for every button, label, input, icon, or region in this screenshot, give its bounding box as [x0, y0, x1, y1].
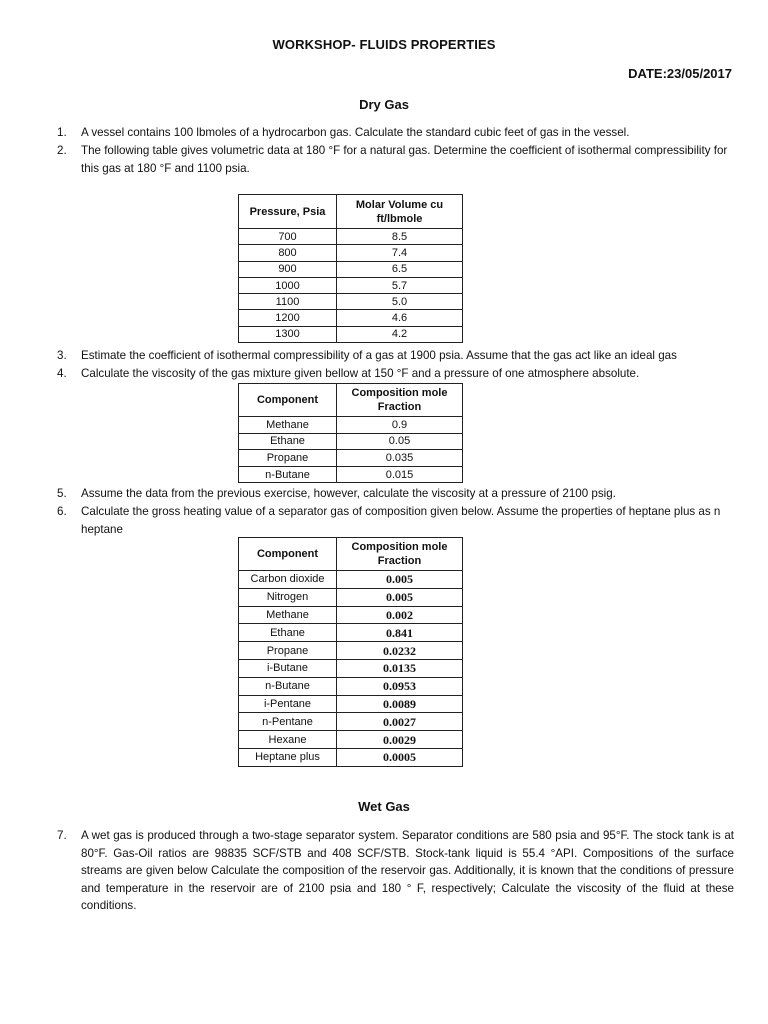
- question-text: Estimate the coefficient of isothermal compressibility of a gas at 1900 psia. Assume that the gas act like an ideal gas: [81, 349, 677, 362]
- document-date: DATE:23/05/2017: [628, 66, 732, 81]
- table-row: [239, 695, 463, 713]
- question-number: 2.: [57, 144, 67, 157]
- section-heading-dry-gas: Dry Gas: [359, 97, 409, 112]
- table-cell-label: 1100: [239, 294, 337, 310]
- column-header: Composition mole Fraction: [337, 384, 463, 417]
- table-cell-value: 0.0232: [337, 642, 463, 660]
- table-row: [239, 466, 463, 483]
- table-cell-label: Propane: [239, 642, 337, 660]
- table-cell-label: n-Butane: [239, 677, 337, 695]
- table-cell-label: Hexane: [239, 731, 337, 749]
- question-5: [57, 485, 734, 503]
- table-row: [239, 677, 463, 695]
- table-cell-value: 0.035: [337, 450, 463, 467]
- question-4: [57, 365, 734, 383]
- table-cell-value: 0.841: [337, 624, 463, 642]
- table-cell-value: 0.002: [337, 606, 463, 624]
- question-text: The following table gives volumetric data at 180 °F for a natural gas. Determine the coefficient of isothermal compressibility for this gas at 180 °F and 1100 psia.: [81, 144, 728, 175]
- separator-gas-composition-table: [238, 537, 463, 767]
- table-row: [239, 245, 463, 261]
- table-cell-value: 0.05: [337, 433, 463, 450]
- question-3: [57, 347, 734, 365]
- table-row: [239, 713, 463, 731]
- question-7: [57, 827, 734, 915]
- table-cell-value: 8.5: [337, 229, 463, 245]
- table-cell-value: 5.0: [337, 294, 463, 310]
- table-cell-label: Methane: [239, 606, 337, 624]
- table-cell-value: 7.4: [337, 245, 463, 261]
- table-cell-label: i-Butane: [239, 659, 337, 677]
- table-row: [239, 326, 463, 342]
- question-6: [57, 503, 734, 538]
- table-row: [239, 659, 463, 677]
- table-row: [239, 450, 463, 467]
- table-row: [239, 294, 463, 310]
- table-row: [239, 229, 463, 245]
- column-header: Component: [239, 538, 337, 571]
- table-cell-value: 0.9: [337, 417, 463, 434]
- question-number: 6.: [57, 505, 67, 518]
- table-cell-label: Nitrogen: [239, 588, 337, 606]
- table-cell-value: 0.0135: [337, 659, 463, 677]
- column-header: Composition mole Fraction: [337, 538, 463, 571]
- table-cell-value: 5.7: [337, 277, 463, 293]
- table-row: [239, 731, 463, 749]
- table-cell-value: 0.0005: [337, 748, 463, 766]
- table-row: [239, 571, 463, 589]
- question-number: 1.: [57, 126, 67, 139]
- table-cell-label: 1000: [239, 277, 337, 293]
- table-row: [239, 433, 463, 450]
- table-cell-label: 1200: [239, 310, 337, 326]
- question-number: 3.: [57, 349, 67, 362]
- document-title: WORKSHOP- FLUIDS PROPERTIES: [272, 37, 496, 52]
- question-1: [57, 124, 734, 142]
- table-cell-label: 700: [239, 229, 337, 245]
- question-2: [57, 142, 734, 177]
- table-header-row: [239, 538, 463, 571]
- table-row: [239, 642, 463, 660]
- column-header: Pressure, Psia: [239, 195, 337, 229]
- column-header: Molar Volume cu ft/lbmole: [337, 195, 463, 229]
- table-cell-label: 800: [239, 245, 337, 261]
- question-text: Calculate the gross heating value of a separator gas of composition given below. Assume the properties of heptane plus as n heptane: [81, 505, 721, 536]
- section-heading-wet-gas: Wet Gas: [358, 799, 410, 814]
- table-cell-value: 0.005: [337, 588, 463, 606]
- question-number: 4.: [57, 367, 67, 380]
- gas-mixture-composition-table: [238, 383, 463, 483]
- table-cell-label: Ethane: [239, 624, 337, 642]
- table-cell-value: 0.0953: [337, 677, 463, 695]
- table-cell-label: n-Butane: [239, 466, 337, 483]
- volumetric-data-table: [238, 194, 463, 343]
- table-cell-label: Propane: [239, 450, 337, 467]
- question-text: Assume the data from the previous exercise, however, calculate the viscosity at a pressure of 2100 psig.: [81, 487, 616, 500]
- question-text: Calculate the viscosity of the gas mixture given bellow at 150 °F and a pressure of one atmosphere absolute.: [81, 367, 640, 380]
- table-cell-value: 0.0029: [337, 731, 463, 749]
- table-cell-value: 0.005: [337, 571, 463, 589]
- table-row: [239, 261, 463, 277]
- table-cell-label: n-Pentane: [239, 713, 337, 731]
- table-row: [239, 277, 463, 293]
- table-cell-value: 4.2: [337, 326, 463, 342]
- table-cell-value: 0.0089: [337, 695, 463, 713]
- table-header-row: [239, 195, 463, 229]
- table-cell-label: 1300: [239, 326, 337, 342]
- table-cell-label: Ethane: [239, 433, 337, 450]
- table-cell-value: 6.5: [337, 261, 463, 277]
- table-cell-value: 4.6: [337, 310, 463, 326]
- table-cell-label: Carbon dioxide: [239, 571, 337, 589]
- table-row: [239, 417, 463, 434]
- table-row: [239, 310, 463, 326]
- table-cell-value: 0.0027: [337, 713, 463, 731]
- question-number: 7.: [57, 829, 67, 842]
- table-row: [239, 748, 463, 766]
- table-cell-value: 0.015: [337, 466, 463, 483]
- table-row: [239, 606, 463, 624]
- table-cell-label: 900: [239, 261, 337, 277]
- table-row: [239, 588, 463, 606]
- table-cell-label: i-Pentane: [239, 695, 337, 713]
- column-header: Component: [239, 384, 337, 417]
- table-row: [239, 624, 463, 642]
- question-text: A wet gas is produced through a two-stage separator system. Separator conditions are 580 psia and 95°F. The stock tank is at 80°F. Gas-Oil ratios are 98835 SCF/STB and 408 SCF/STB. Stock-tank liquid is 55.4 °API. Compositions of the surface streams are given below Calculate the composition of the reservoir gas. Additionally, it is known that the conditions of pressure and temperature in the reservoir are of 2100 psia and 180 ° F, respectively; Calculate the viscosity of the fluid at these conditions.: [81, 829, 734, 912]
- question-text: A vessel contains 100 lbmoles of a hydrocarbon gas. Calculate the standard cubic feet of gas in the vessel.: [81, 126, 630, 139]
- table-cell-label: Heptane plus: [239, 748, 337, 766]
- question-number: 5.: [57, 487, 67, 500]
- table-header-row: [239, 384, 463, 417]
- table-cell-label: Methane: [239, 417, 337, 434]
